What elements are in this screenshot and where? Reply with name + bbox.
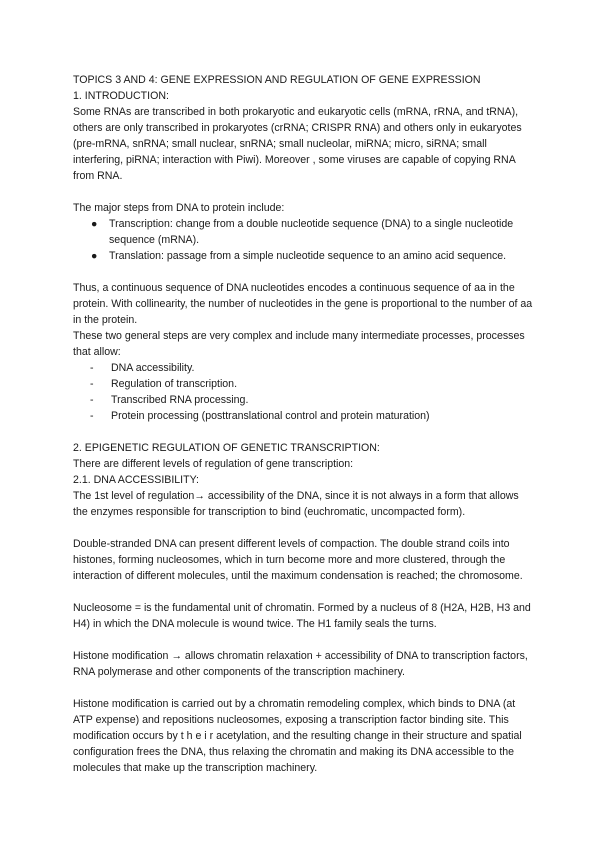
compaction-paragraph: Double-stranded DNA can present different levels of compaction. The double strand coils into histones, forming nucleosomes, which in turn become more and more clustered, through the interaction of different molecules, until the maximum condensation is reached; the chromosome. xyxy=(73,538,523,582)
list-item: - Transcribed RNA processing. xyxy=(90,394,249,406)
spacer xyxy=(73,584,533,600)
dash-icon: - xyxy=(90,394,94,406)
section-2-intro: There are different levels of regulation of gene transcription: xyxy=(73,458,354,470)
dash-icon: - xyxy=(90,410,94,422)
processes-paragraph: These two general steps are very complex and include many intermediate processes, processes that allow: xyxy=(73,330,525,358)
bullet-icon: ● xyxy=(91,250,98,262)
list-item: - Protein processing (posttranslational control and protein maturation) xyxy=(90,410,430,422)
processes-dash-list xyxy=(73,360,533,424)
introduction-paragraph: Some RNAs are transcribed in both prokaryotic and eukaryotic cells (mRNA, rRNA, and tRNA), others are only transcribed in prokaryotes (crRNA; CRISPR RNA) and others only in eukaryotes (pre-mRNA, snRNA; small nuclear, snRNA; small nucleolar, miRNA; micro, siRNA; small interfering, piRNA; interaction with Piwi). Moreover , some viruses are capable of copying RNA from RNA. xyxy=(73,106,522,182)
section-2-title: 2. EPIGENETIC REGULATION OF GENETIC TRANSCRIPTION: xyxy=(73,442,380,454)
histone-modification-paragraph: Histone modification → allows chromatin relaxation + accessibility of DNA to transcription factors, RNA polymerase and other components of the transcription machinery. xyxy=(73,650,528,678)
spacer xyxy=(73,680,533,696)
spacer xyxy=(73,184,533,200)
bullet-icon: ● xyxy=(91,218,98,230)
list-item: - DNA accessibility. xyxy=(90,362,195,374)
document-heading: TOPICS 3 AND 4: GENE EXPRESSION AND REGULATION OF GENE EXPRESSION xyxy=(73,74,481,86)
dash-icon: - xyxy=(90,362,94,374)
spacer xyxy=(73,632,533,648)
list-item: ● Translation: passage from a simple nucleotide sequence to an amino acid sequence. xyxy=(91,250,507,262)
list-item: - Regulation of transcription. xyxy=(90,378,238,390)
section-2-1-title: 2.1. DNA ACCESSIBILITY: xyxy=(73,474,200,486)
spacer xyxy=(73,424,533,440)
collinearity-paragraph: Thus, a continuous sequence of DNA nucleotides encodes a continuous sequence of aa in the protein. With collinearity, the number of nucleotides in the gene is proportional to the number of aa in the protein. xyxy=(73,282,533,326)
spacer xyxy=(73,520,533,536)
dash-icon: - xyxy=(90,378,94,390)
list-item: ● Transcription: change from a double nucleotide sequence (DNA) to a single nucleotide sequence (mRNA). xyxy=(91,218,514,246)
steps-intro: The major steps from DNA to protein include: xyxy=(73,202,285,214)
nucleosome-paragraph: Nucleosome = is the fundamental unit of chromatin. Formed by a nucleus of 8 (H2A, H2B, H3 and H4) in which the DNA molecule is wound twice. The H1 family seals the turns. xyxy=(73,602,531,630)
spacer xyxy=(73,264,533,280)
steps-bullet-list xyxy=(73,216,533,264)
document-page xyxy=(73,72,533,776)
section-1-title: 1. INTRODUCTION: xyxy=(73,90,169,102)
accessibility-paragraph: The 1st level of regulation→ accessibility of the DNA, since it is not always in a form that allows the enzymes responsible for transcription to bind (euchromatic, uncompacted form). xyxy=(73,490,519,518)
remodeling-paragraph: Histone modification is carried out by a chromatin remodeling complex, which binds to DNA (at ATP expense) and repositions nucleosomes, exposing a transcription factor binding site. This modification occurs by t h e i r acetylation, and the resulting change in their structure and spatial configuration frees the DNA, thus relaxing the chromatin and making its DNA accessible to the molecules that make up the transcription machinery. xyxy=(73,698,522,774)
